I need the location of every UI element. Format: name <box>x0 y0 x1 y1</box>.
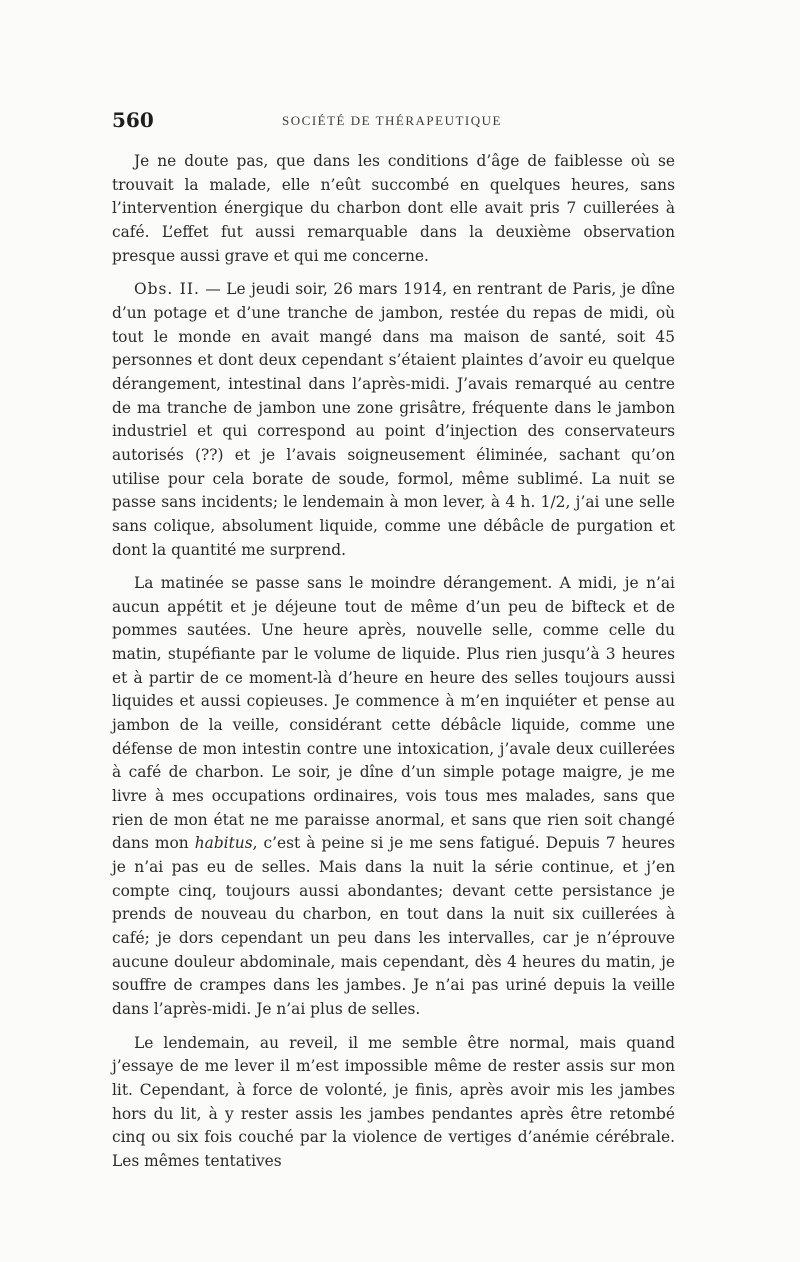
paragraph-4: Le lendemain, au reveil, il me semble être normal, mais quand j’essaye de me lever il m’est impossible même de rester assis sur mon lit. Cependant, à force de volonté, je finis, après avoir mis les jambes hors du lit, à y rester assis les jambes pendantes après être retombé cinq ou six fois couché par la violence de vertiges d’anémie cérébrale. Les mêmes tentatives <box>112 1033 675 1170</box>
paragraph-3-text-before: La matinée se passe sans le moindre dérangement. A midi, je n’ai aucun appétit et je déjeune tout de même d’un peu de bifteck et de pommes sautées. Une heure après, nouvelle selle, comme celle du matin, stupéfiante par le volume de liquide. Plus rien jusqu’à 3 heures et à partir de ce moment-là d’heure en heure des selles toujours aussi liquides et aussi copieuses. Je commence à m’en inquiéter et pense au jambon de la veille, considérant cette débâcle liquide, comme une défense de mon intestin contre une intoxication, j’avale deux cuillerées à café de charbon. Le soir, je dîne d’un simple potage maigre, je me livre à mes occupations ordinaires, vois tous mes malades, sans que rien de mon état ne me paraisse anormal, et sans que rien soit changé dans mon <box>112 574 675 853</box>
paragraph-3-italic-term: habitus <box>194 834 253 853</box>
observation-label: Obs. II. <box>134 280 200 299</box>
paragraph-3 <box>112 572 675 1021</box>
paragraph-2-text: — Le jeudi soir, 26 mars 1914, en rentrant de Paris, je dîne d’un potage et d’une tranche de jambon, restée du repas de midi, où tout le monde en avait mangé dans ma maison de santé, soit 45 personnes et dont deux cependant s’étaient plaintes d’avoir eu quelque dérangement, intestinal dans l’après-midi. J’avais remarqué au centre de ma tranche de jambon une zone grisâtre, fréquente dans le jambon industriel et qui correspond au point d’injection des conservateurs autorisés (??) et je l’avais soigneusement éliminée, sachant qu’on utilise pour cela borate de soude, formol, même sublimé. La nuit se passe sans incidents; le lendemain à mon lever, à 4 h. 1/2, j’ai une selle sans colique, absolument liquide, comme une débâcle de purgation et dont la quantité me surprend. <box>112 280 675 559</box>
paragraph-2-obs-ii <box>112 278 675 562</box>
body-text <box>112 150 675 1174</box>
paragraph-3-text-after: , c’est à peine si je me sens fatigué. Depuis 7 heures je n’ai pas eu de selles. Mais dans la nuit la série continue, et j’en compte cinq, toujours aussi abondantes; devant cette persistance je prends de nouveau du charbon, en tout dans la nuit six cuillerées à café; je dors cependant un peu dans les intervalles, car je n’éprouve aucune douleur abdominale, mais cependant, dès 4 heures du matin, je souffre de crampes dans les jambes. Je n’ai pas uriné depuis la veille dans l’après-midi. Je n’ai plus de selles. <box>112 834 675 1018</box>
running-title: SOCIÉTÉ DE THÉRAPEUTIQUE <box>282 113 502 128</box>
page-number: 560 <box>112 108 154 132</box>
page-header <box>112 108 672 134</box>
paragraph-1: Je ne doute pas, que dans les conditions d’âge de faiblesse où se trouvait la malade, elle n’eût succombé en quelques heures, sans l’intervention énergique du charbon dont elle avait pris 7 cuillerées à café. L’effet fut aussi remarquable dans la deuxième observation presque aussi grave et qui me concerne. <box>112 152 675 265</box>
